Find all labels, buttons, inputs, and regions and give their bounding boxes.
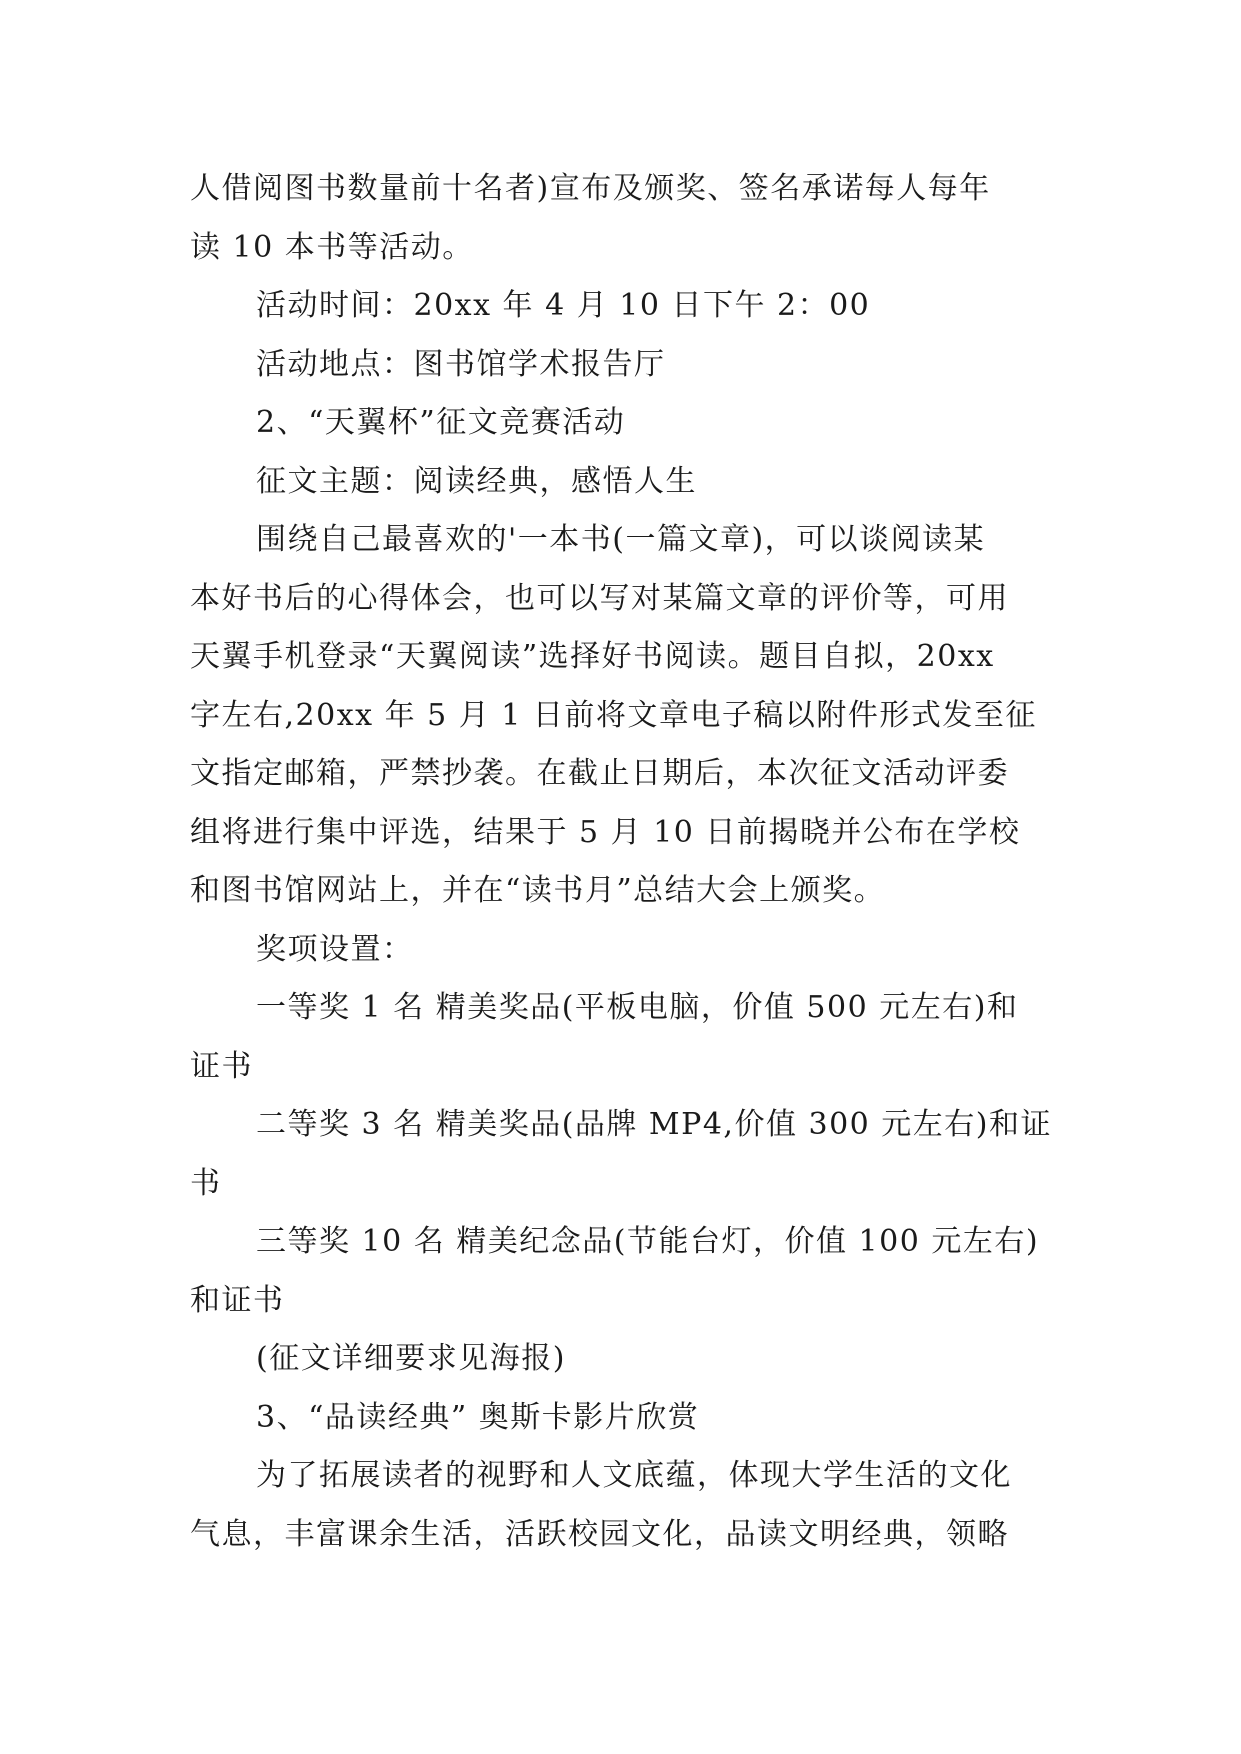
paragraph-line: 组将进行集中评选，结果于 5 月 10 日前揭晓并公布在学校 <box>190 814 1021 850</box>
paragraph-line: 气息，丰富课余生活，活跃校园文化，品读文明经典，领略 <box>190 1516 1009 1552</box>
activity-time-line: 活动时间：20xx 年 4 月 10 日下午 2：00 <box>256 288 871 323</box>
document-body <box>190 160 1050 1564</box>
third-prize-line-cont: 和证书 <box>190 1282 285 1318</box>
paragraph-line: 字左右,20xx 年 5 月 1 日前将文章电子稿以附件形式发至征 <box>190 697 1037 733</box>
paragraph-line: 围绕自己最喜欢的'一本书(一篇文章)，可以谈阅读某 <box>256 522 986 557</box>
second-prize-line: 二等奖 3 名 精美奖品(品牌 MP4,价值 300 元左右)和证 <box>256 1107 1052 1142</box>
essay-theme-line: 征文主题：阅读经典，感悟人生 <box>256 463 697 499</box>
paragraph-line: 和图书馆网站上，并在“读书月”总结大会上颁奖。 <box>190 873 886 908</box>
third-prize-line: 三等奖 10 名 精美纪念品(节能台灯，价值 100 元左右) <box>256 1224 1040 1259</box>
poster-note: (征文详细要求见海报) <box>256 1341 566 1376</box>
first-prize-line: 一等奖 1 名 精美奖品(平板电脑，价值 500 元左右)和 <box>256 990 1019 1025</box>
second-prize-line-cont: 书 <box>190 1165 222 1201</box>
paragraph-line: 文指定邮箱，严禁抄袭。在截止日期后，本次征文活动评委 <box>190 756 1009 791</box>
paragraph-line: 人借阅图书数量前十名者)宣布及颁奖、签名承诺每人每年 <box>190 171 991 206</box>
paragraph-line: 为了拓展读者的视野和人文底蕴，体现大学生活的文化 <box>256 1458 1012 1493</box>
first-prize-line-cont: 证书 <box>190 1048 253 1084</box>
paragraph-line: 本好书后的心得体会，也可以写对某篇文章的评价等，可用 <box>190 580 1009 616</box>
awards-heading: 奖项设置： <box>256 931 414 967</box>
paragraph-line: 天翼手机登录“天翼阅读”选择好书阅读。题目自拟，20xx <box>190 639 995 674</box>
section-heading-essay-contest: 2、“天翼杯”征文竞赛活动 <box>256 405 626 440</box>
paragraph-line: 读 10 本书等活动。 <box>190 229 474 265</box>
activity-location-line: 活动地点：图书馆学术报告厅 <box>256 346 666 382</box>
section-heading-film-appreciation: 3、“品读经典” 奥斯卡影片欣赏 <box>256 1399 700 1435</box>
